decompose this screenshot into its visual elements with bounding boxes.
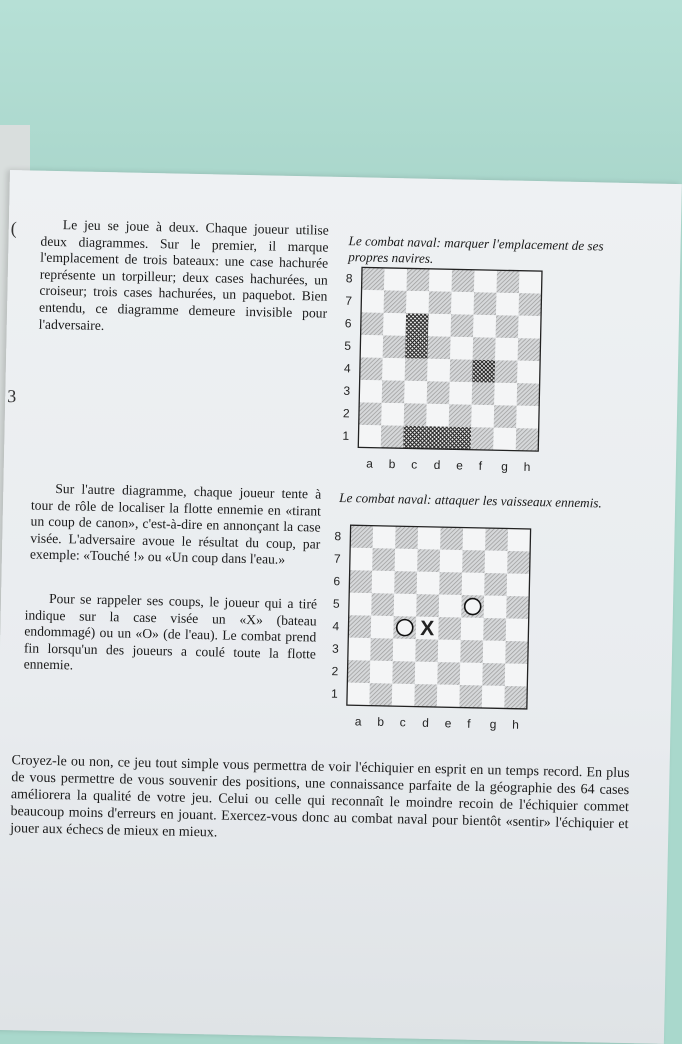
square-d1: [414, 684, 437, 707]
ship-square-c6: [406, 313, 429, 336]
square-a4: [360, 357, 383, 380]
square-d2: [426, 404, 449, 427]
square-a2: [359, 402, 382, 425]
rank-label-1: 1: [330, 686, 338, 701]
square-a7: [361, 290, 384, 313]
square-b7: [372, 548, 395, 571]
square-h4: [517, 361, 540, 384]
square-h2: [516, 406, 539, 429]
file-label-h: h: [523, 459, 531, 474]
rank-label-1: 1: [342, 428, 350, 443]
square-a5: [360, 335, 383, 358]
margin-mark-top: (: [10, 218, 17, 239]
square-e5: [439, 595, 462, 618]
square-e8: [452, 269, 475, 292]
square-d3: [415, 639, 438, 662]
square-f6: [462, 573, 485, 596]
rank-label-5: 5: [344, 338, 352, 353]
square-a6: [349, 570, 372, 593]
square-c7: [406, 291, 429, 314]
rank-label-7: 7: [345, 293, 353, 308]
paragraph-intro: Le jeu se joue à deux. Chaque joueur utilise deux diagrammes. Sur le premier, il marque l'emplacement de trois bateaux: une case hachurée représente un torpilleur; deux cases hachurées, un croiseur; trois cases hachurées, un paquebot. Bien entendu, ce diagramme demeure invisible pour l'adversaire.: [38, 217, 329, 333]
square-e7: [451, 292, 474, 315]
rank-label-7: 7: [333, 551, 341, 566]
square-e8: [440, 527, 463, 550]
square-f8: [474, 270, 497, 293]
square-e4: [450, 359, 473, 382]
square-c2: [392, 661, 415, 684]
square-f4: [461, 618, 484, 641]
square-f2: [471, 405, 494, 428]
square-f1: [459, 685, 482, 708]
file-label-d: d: [422, 715, 430, 730]
paragraph-other-diagram: [30, 481, 322, 570]
square-c6: [394, 571, 417, 594]
square-b8: [384, 268, 407, 291]
square-e5: [450, 337, 473, 360]
file-label-b: b: [377, 714, 385, 729]
square-b5: [371, 593, 394, 616]
rank-label-4: 4: [332, 619, 340, 634]
square-f5: [473, 337, 496, 360]
square-d7: [417, 549, 440, 572]
square-a8: [362, 267, 385, 290]
square-h1: [504, 686, 527, 709]
square-a2: [347, 660, 370, 683]
rank-label-3: 3: [343, 383, 351, 398]
square-b2: [381, 403, 404, 426]
file-label-e: e: [444, 716, 452, 731]
square-h5: [506, 596, 529, 619]
square-e7: [440, 550, 463, 573]
square-d8: [418, 527, 441, 550]
chess-diagram-ships: [336, 263, 550, 477]
square-g1: [482, 686, 505, 709]
square-g6: [496, 315, 519, 338]
square-f7: [474, 292, 497, 315]
square-d3: [427, 381, 450, 404]
file-label-b: b: [388, 456, 396, 472]
square-h3: [505, 641, 528, 664]
square-h7: [519, 293, 542, 316]
square-g4: [495, 360, 518, 383]
rank-label-4: 4: [343, 361, 351, 376]
rank-label-2: 2: [342, 406, 350, 421]
ship-square-d1: [426, 426, 449, 449]
square-b3: [370, 638, 393, 661]
square-e3: [438, 640, 461, 663]
square-d7: [429, 291, 452, 314]
miss-mark-c4: [397, 619, 413, 635]
square-c7: [395, 549, 418, 572]
square-g8: [497, 270, 520, 293]
square-c2: [404, 403, 427, 426]
square-c1: [392, 684, 415, 707]
square-a3: [359, 380, 382, 403]
rank-label-8: 8: [334, 529, 342, 544]
square-g4: [483, 618, 506, 641]
square-g5: [484, 596, 507, 619]
caption-board-1: Le combat naval: marquer l'emplacement de ses propres navires.: [348, 233, 604, 266]
square-g3: [483, 641, 506, 664]
paragraph-conclusion: Croyez-le ou non, ce jeu tout simple vous permettra de voir l'échiquier en esprit en un temps record. En plus de vous permettre de vous souvenir des positions, une connaissance parfaite de la géographie des 64 cases améliorera la qualité de votre jeu. Celui ou celle qui reconnaît le moindre recoin de l'échiquier commet beaucoup moins d'erreurs en jouant. Exercez-vous donc au combat naval pour bientôt «sentir» l'échiquier et jouer aux échecs de mieux en mieux.: [10, 753, 630, 841]
square-f3: [472, 382, 495, 405]
square-a7: [350, 548, 373, 571]
square-f8: [463, 528, 486, 551]
file-label-a: a: [366, 456, 374, 471]
file-label-a: a: [354, 714, 362, 729]
square-b6: [383, 313, 406, 336]
caption-board-2: Le combat naval: attaquer les vaisseaux ennemis.: [339, 489, 602, 511]
square-b4: [382, 358, 405, 381]
square-f3: [460, 640, 483, 663]
file-label-d: d: [433, 457, 441, 473]
square-e3: [449, 382, 472, 405]
file-label-g: g: [489, 717, 497, 732]
miss-mark-f5: [465, 598, 481, 614]
file-label-c: c: [399, 715, 406, 730]
square-g8: [485, 528, 508, 551]
square-a8: [350, 525, 373, 548]
square-e1: [437, 685, 460, 708]
square-h1: [516, 428, 539, 451]
square-d5: [428, 336, 451, 359]
square-c8: [395, 526, 418, 549]
square-b8: [373, 526, 396, 549]
square-e6: [451, 314, 474, 337]
square-g7: [496, 293, 519, 316]
square-d2: [415, 662, 438, 685]
square-h2: [505, 663, 528, 686]
square-b5: [383, 335, 406, 358]
square-g1: [493, 428, 516, 451]
square-e2: [437, 662, 460, 685]
paragraph-other-diagram-text: Sur l'autre diagramme, chaque joueur tente à tour de rôle de localiser la flotte ennemie en «tirant un coup de canon», c'est-à-dire en annonçant la case visée. L'adversaire avoue le résultat du coup, par exemple: «Touché !» ou «Un coup dans l'eau.»: [29, 481, 322, 568]
square-a3: [348, 638, 371, 661]
square-h8: [519, 271, 542, 294]
square-g5: [495, 338, 518, 361]
square-b4: [371, 616, 394, 639]
square-d5: [416, 594, 439, 617]
file-label-g: g: [501, 459, 508, 474]
square-a6: [361, 312, 384, 335]
square-a1: [347, 683, 370, 706]
file-label-c: c: [411, 457, 418, 472]
square-h5: [518, 338, 541, 361]
square-f2: [460, 663, 483, 686]
square-g2: [494, 405, 517, 428]
ship-square-c1: [403, 426, 426, 449]
margin-mark-middle: 3: [7, 385, 17, 407]
file-label-e: e: [456, 458, 463, 473]
square-h4: [506, 618, 529, 641]
file-label-f: f: [467, 716, 471, 731]
square-e2: [449, 404, 472, 427]
square-c3: [404, 381, 427, 404]
square-g7: [485, 551, 508, 574]
square-b6: [372, 571, 395, 594]
square-c3: [393, 639, 416, 662]
square-b1: [369, 683, 392, 706]
square-h6: [507, 574, 530, 597]
rank-label-2: 2: [331, 664, 339, 679]
hit-mark-d4: X: [419, 616, 435, 641]
square-a1: [358, 425, 381, 448]
square-h8: [508, 529, 531, 552]
square-c5: [394, 594, 417, 617]
square-a5: [349, 593, 372, 616]
background-surface: [0, 0, 682, 200]
square-c4: [405, 358, 428, 381]
file-label-h: h: [512, 717, 520, 732]
square-h7: [507, 551, 530, 574]
ship-square-f4: [472, 360, 495, 383]
square-h3: [517, 383, 540, 406]
file-label-f: f: [478, 458, 483, 473]
square-b7: [384, 290, 407, 313]
square-b1: [381, 425, 404, 448]
square-g3: [494, 383, 517, 406]
book-page: [0, 170, 682, 1044]
square-g6: [484, 573, 507, 596]
rank-label-8: 8: [345, 271, 353, 286]
square-b3: [382, 380, 405, 403]
square-g2: [482, 663, 505, 686]
rank-label-6: 6: [333, 574, 341, 589]
square-f1: [471, 427, 494, 450]
square-f7: [462, 550, 485, 573]
square-d8: [429, 269, 452, 292]
chess-diagram-attack: [324, 521, 542, 737]
ship-square-c5: [405, 336, 428, 359]
square-a4: [348, 615, 371, 638]
rank-label-6: 6: [344, 316, 352, 331]
square-d6: [417, 572, 440, 595]
square-d4: [427, 359, 450, 382]
paragraph-recording-shots: Pour se rappeler ses coups, le joueur qui a tiré indique sur la case visée un «X» (bateau endommagé) ou un «O» (de l'eau). Le combat prend fin lorsqu'un des joueurs a coulé toute la flotte ennemie.: [23, 590, 318, 673]
rank-label-3: 3: [331, 641, 339, 656]
square-b2: [370, 661, 393, 684]
square-f6: [473, 315, 496, 338]
square-h6: [518, 316, 541, 339]
square-c8: [407, 268, 430, 291]
square-e6: [439, 572, 462, 595]
square-d6: [428, 314, 451, 337]
rank-label-5: 5: [332, 596, 340, 611]
ship-square-e1: [448, 427, 471, 450]
square-e4: [438, 617, 461, 640]
